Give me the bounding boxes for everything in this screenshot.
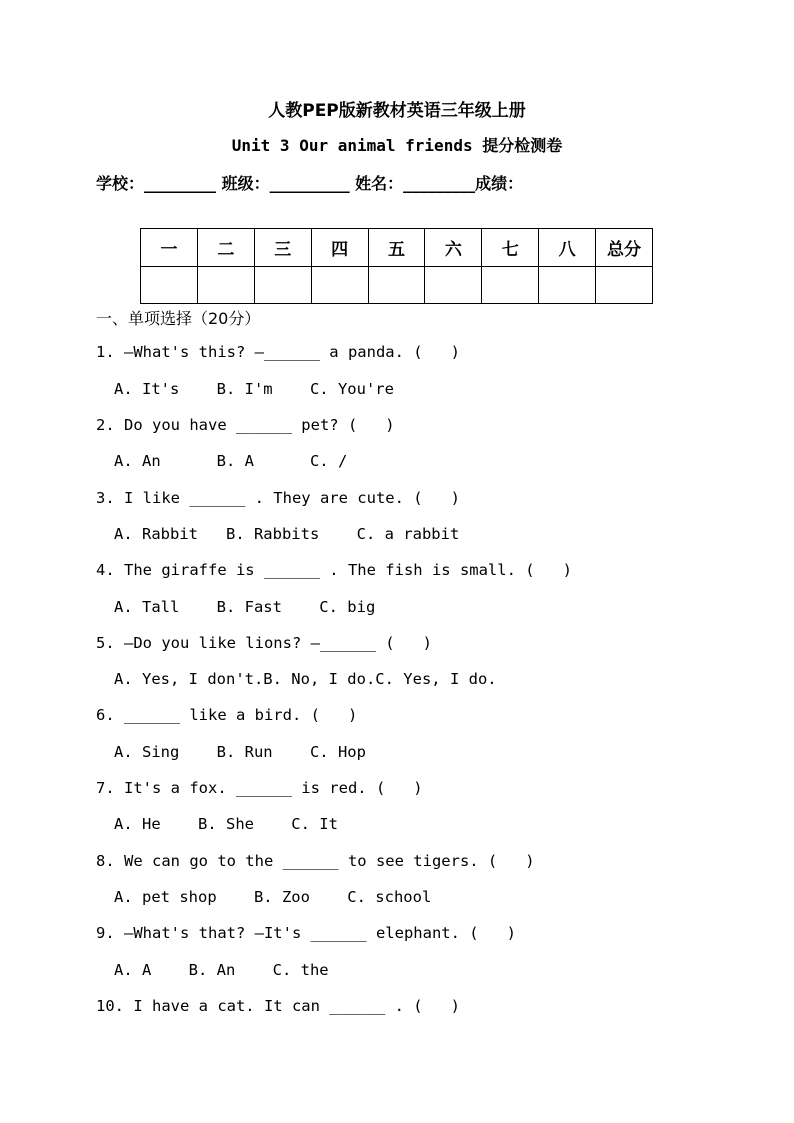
options-5: A. Yes, I don't.B. No, I do.C. Yes, I do. <box>114 670 497 688</box>
score-header-cell: 总分 <box>596 229 653 267</box>
options-2: A. An B. A C. / <box>114 452 348 470</box>
score-blank-cell <box>254 266 311 304</box>
score-header-cell: 二 <box>197 229 254 267</box>
question-8: 8. We can go to the ______ to see tigers. ( ) <box>96 852 535 870</box>
score-blank-cell <box>197 266 254 304</box>
score-blank-cell <box>539 266 596 304</box>
exam-title: 人教PEP版新教材英语三年级上册 <box>268 101 526 121</box>
score-blank-cell <box>596 266 653 304</box>
score-table-blank-row <box>141 266 653 304</box>
question-2: 2. Do you have ______ pet? ( ) <box>96 416 395 434</box>
score-header-cell: 三 <box>254 229 311 267</box>
score-table-header-row <box>141 229 653 267</box>
question-7: 7. It's a fox. ______ is red. ( ) <box>96 779 423 797</box>
score-header-cell: 六 <box>425 229 482 267</box>
score-header-cell: 八 <box>539 229 596 267</box>
score-blank-cell <box>311 266 368 304</box>
question-3: 3. I like ______ . They are cute. ( ) <box>96 489 460 507</box>
score-header-cell: 四 <box>311 229 368 267</box>
question-6: 6. ______ like a bird. ( ) <box>96 706 358 724</box>
options-1: A. It's B. I'm C. You're <box>114 380 394 398</box>
options-6: A. Sing B. Run C. Hop <box>114 743 366 761</box>
score-blank-cell <box>482 266 539 304</box>
options-9: A. A B. An C. the <box>114 961 329 979</box>
question-4: 4. The giraffe is ______ . The fish is small. ( ) <box>96 561 572 579</box>
score-blank-cell <box>368 266 425 304</box>
question-9: 9. —What's that? —It's ______ elephant. ( ) <box>96 924 516 942</box>
options-7: A. He B. She C. It <box>114 815 338 833</box>
score-blank-cell <box>141 266 198 304</box>
score-header-cell: 一 <box>141 229 198 267</box>
score-blank-cell <box>425 266 482 304</box>
question-5: 5. —Do you like lions? —______ ( ) <box>96 634 432 652</box>
exam-subtitle: Unit 3 Our animal friends 提分检测卷 <box>231 136 563 155</box>
section-heading: 一、单项选择（20分） <box>96 309 261 328</box>
options-4: A. Tall B. Fast C. big <box>114 598 376 616</box>
score-header-cell: 五 <box>368 229 425 267</box>
score-header-cell: 七 <box>482 229 539 267</box>
question-10: 10. I have a cat. It can ______ . ( ) <box>96 997 460 1015</box>
options-3: A. Rabbit B. Rabbits C. a rabbit <box>114 525 460 543</box>
question-1: 1. —What's this? —______ a panda. ( ) <box>96 343 460 361</box>
score-table <box>140 228 653 304</box>
student-info-line: 学校：_________ 班级：__________ 姓名：_________成绩： <box>96 174 524 193</box>
options-8: A. pet shop B. Zoo C. school <box>114 888 432 906</box>
